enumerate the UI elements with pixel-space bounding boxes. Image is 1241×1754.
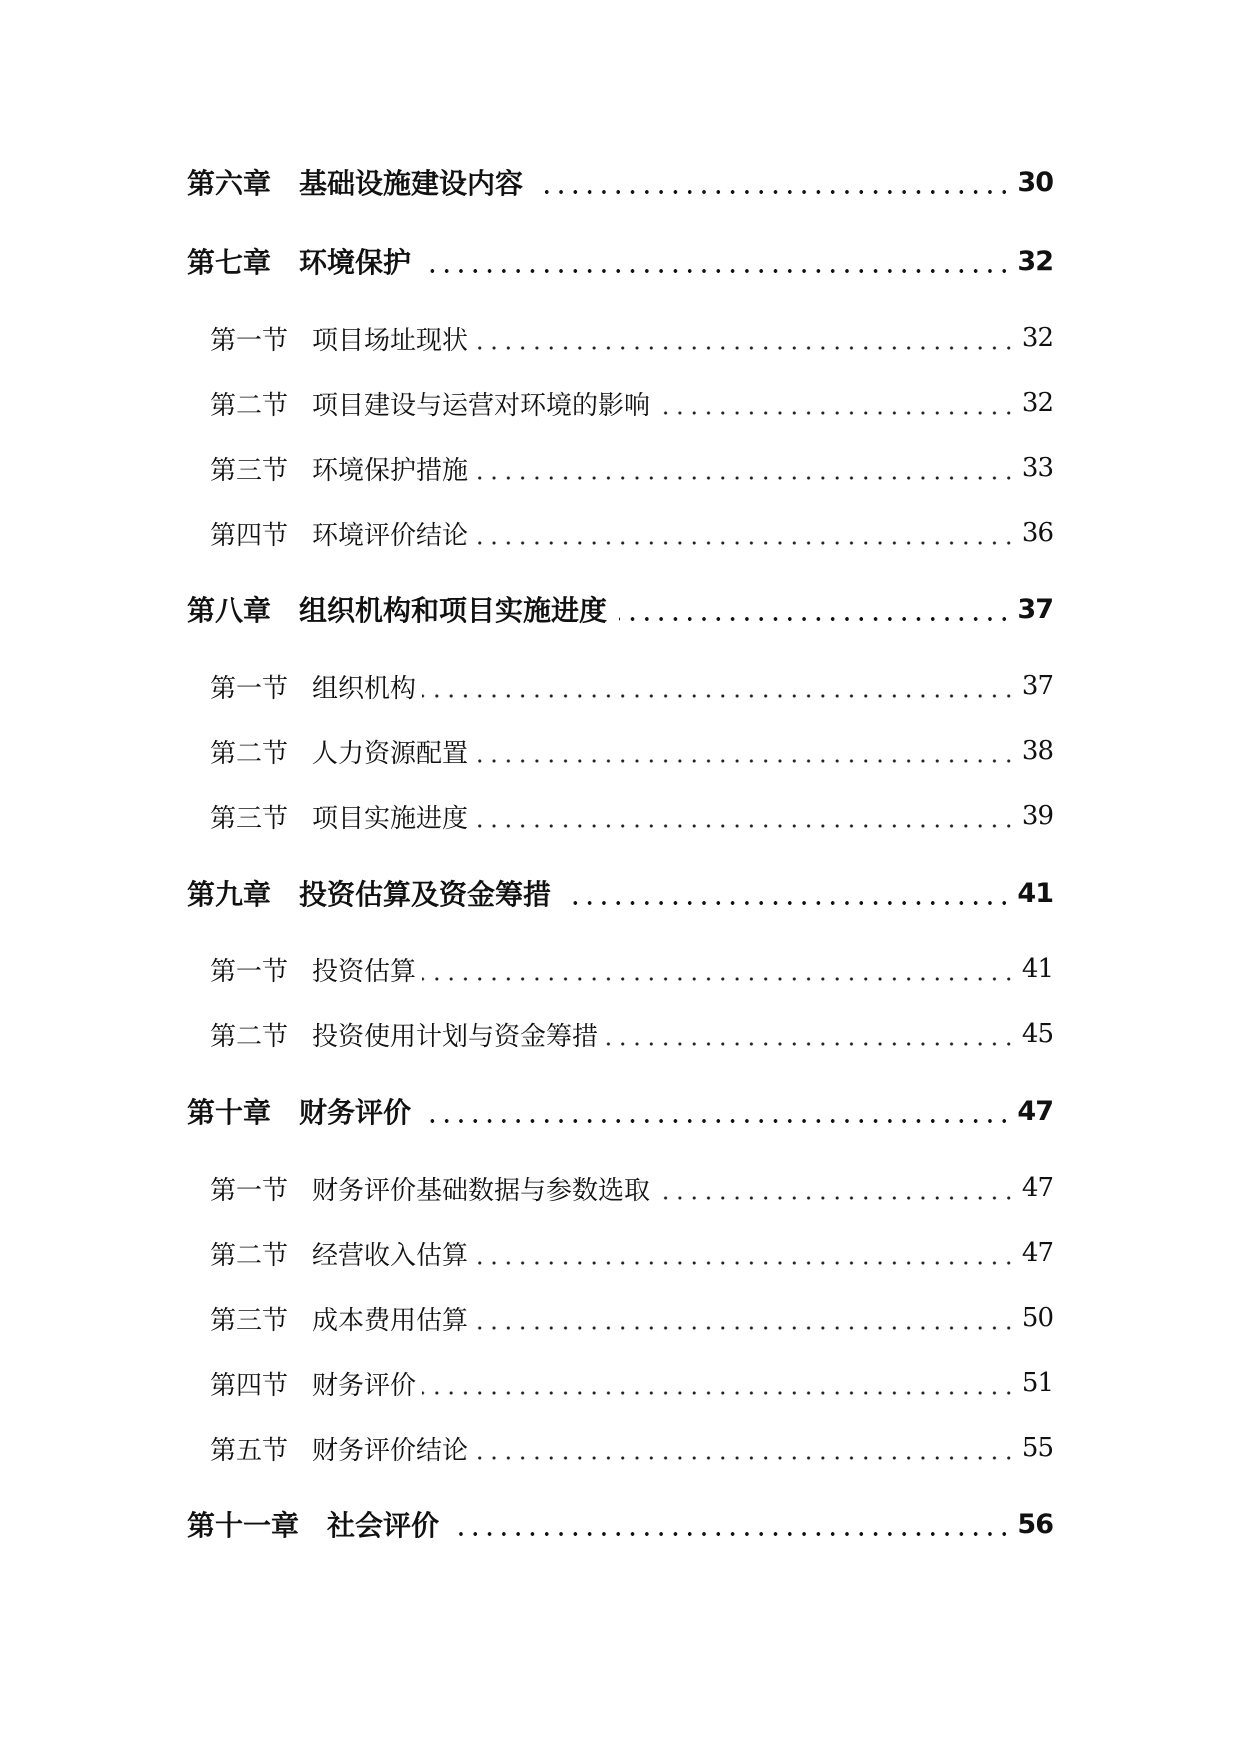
dot-leader: [656, 1195, 1016, 1201]
page-number: 38: [1021, 736, 1053, 766]
toc-section-7-1[interactable]: [0, 318, 1241, 358]
toc-section-9-2[interactable]: [0, 1014, 1241, 1054]
page-number: 51: [1021, 1368, 1053, 1398]
section-title: 投资使用计划与资金筹措: [312, 1021, 599, 1052]
toc-section-7-2[interactable]: [0, 383, 1241, 423]
chapter-number: 第八章: [187, 594, 272, 627]
chapter-title: 组织机构和项目实施进度: [299, 594, 608, 627]
section-title: 项目实施进度: [312, 803, 469, 834]
page-number: 37: [1017, 593, 1053, 625]
dot-leader: [422, 693, 1016, 699]
toc-section-7-3[interactable]: [0, 448, 1241, 488]
page-number: 41: [1021, 954, 1053, 984]
section-number: 第四节: [210, 1370, 289, 1401]
toc-section-10-2[interactable]: [0, 1233, 1241, 1273]
section-title: 人力资源配置: [312, 738, 469, 769]
page-number: 32: [1021, 388, 1053, 418]
toc-section-10-4[interactable]: [0, 1363, 1241, 1403]
chapter-number: 第六章: [187, 167, 272, 200]
toc-chapter-10[interactable]: [0, 1091, 1241, 1131]
dot-leader: [656, 410, 1016, 416]
section-title: 经营收入估算: [312, 1240, 469, 1271]
dot-leader: [474, 1260, 1016, 1266]
section-number: 第二节: [210, 390, 289, 421]
section-title: 组织机构: [312, 673, 417, 704]
dot-leader: [563, 900, 1011, 906]
page-number: 30: [1017, 166, 1053, 198]
page-number: 37: [1021, 671, 1053, 701]
page-number: 56: [1017, 1508, 1053, 1540]
chapter-title: 财务评价: [299, 1096, 412, 1129]
dot-leader: [422, 976, 1016, 982]
page-number: 47: [1021, 1238, 1053, 1268]
dot-leader: [619, 616, 1011, 622]
toc-section-7-4[interactable]: [0, 513, 1241, 553]
page-number: 47: [1021, 1173, 1053, 1203]
chapter-title: 基础设施建设内容: [299, 167, 524, 200]
section-number: 第二节: [210, 1021, 289, 1052]
chapter-title: 投资估算及资金筹措: [299, 878, 552, 911]
dot-leader: [474, 758, 1016, 764]
page-number: 45: [1021, 1019, 1053, 1049]
section-number: 第二节: [210, 738, 289, 769]
page-number: 55: [1021, 1433, 1053, 1463]
dot-leader: [474, 540, 1016, 546]
page-number: 41: [1017, 877, 1053, 909]
dot-leader: [422, 1390, 1016, 1396]
toc-section-10-1[interactable]: [0, 1168, 1241, 1208]
section-title: 财务评价结论: [312, 1435, 469, 1466]
toc-chapter-11[interactable]: [0, 1504, 1241, 1544]
section-title: 财务评价: [312, 1370, 417, 1401]
section-title: 投资估算: [312, 956, 417, 987]
section-title: 环境评价结论: [312, 520, 469, 551]
toc-chapter-7[interactable]: [0, 241, 1241, 281]
toc-chapter-8[interactable]: [0, 589, 1241, 629]
page-number: 33: [1021, 453, 1053, 483]
chapter-number: 第七章: [187, 246, 272, 279]
dot-leader: [474, 1325, 1016, 1331]
toc-section-8-1[interactable]: [0, 666, 1241, 706]
section-number: 第一节: [210, 1175, 289, 1206]
dot-leader: [604, 1041, 1016, 1047]
toc-chapter-6[interactable]: [0, 162, 1241, 202]
page-number: 50: [1021, 1303, 1053, 1333]
chapter-title: 环境保护: [299, 246, 412, 279]
dot-leader: [474, 1455, 1016, 1461]
dot-leader: [451, 1531, 1011, 1537]
section-number: 第一节: [210, 956, 289, 987]
section-number: 第三节: [210, 1305, 289, 1336]
section-title: 成本费用估算: [312, 1305, 469, 1336]
chapter-number: 第九章: [187, 878, 272, 911]
section-number: 第五节: [210, 1435, 289, 1466]
toc-section-8-3[interactable]: [0, 796, 1241, 836]
section-number: 第一节: [210, 673, 289, 704]
dot-leader: [474, 345, 1016, 351]
section-title: 项目建设与运营对环境的影响: [312, 390, 651, 421]
section-title: 环境保护措施: [312, 455, 469, 486]
toc-section-9-1[interactable]: [0, 949, 1241, 989]
dot-leader: [423, 1118, 1011, 1124]
chapter-number: 第十一章: [187, 1509, 300, 1542]
chapter-title: 社会评价: [327, 1509, 440, 1542]
toc-section-10-5[interactable]: [0, 1428, 1241, 1468]
page-number: 36: [1021, 518, 1053, 548]
section-number: 第一节: [210, 325, 289, 356]
dot-leader: [474, 475, 1016, 481]
section-title: 财务评价基础数据与参数选取: [312, 1175, 651, 1206]
toc-section-10-3[interactable]: [0, 1298, 1241, 1338]
section-number: 第三节: [210, 455, 289, 486]
page-number: 32: [1017, 245, 1053, 277]
toc-chapter-9[interactable]: [0, 873, 1241, 913]
dot-leader: [474, 823, 1016, 829]
page-number: 47: [1017, 1095, 1053, 1127]
section-title: 项目场址现状: [312, 325, 469, 356]
page-number: 32: [1021, 323, 1053, 353]
page-number: 39: [1021, 801, 1053, 831]
chapter-number: 第十章: [187, 1096, 272, 1129]
section-number: 第三节: [210, 803, 289, 834]
toc-section-8-2[interactable]: [0, 731, 1241, 771]
dot-leader: [423, 268, 1011, 274]
section-number: 第二节: [210, 1240, 289, 1271]
dot-leader: [535, 189, 1011, 195]
section-number: 第四节: [210, 520, 289, 551]
